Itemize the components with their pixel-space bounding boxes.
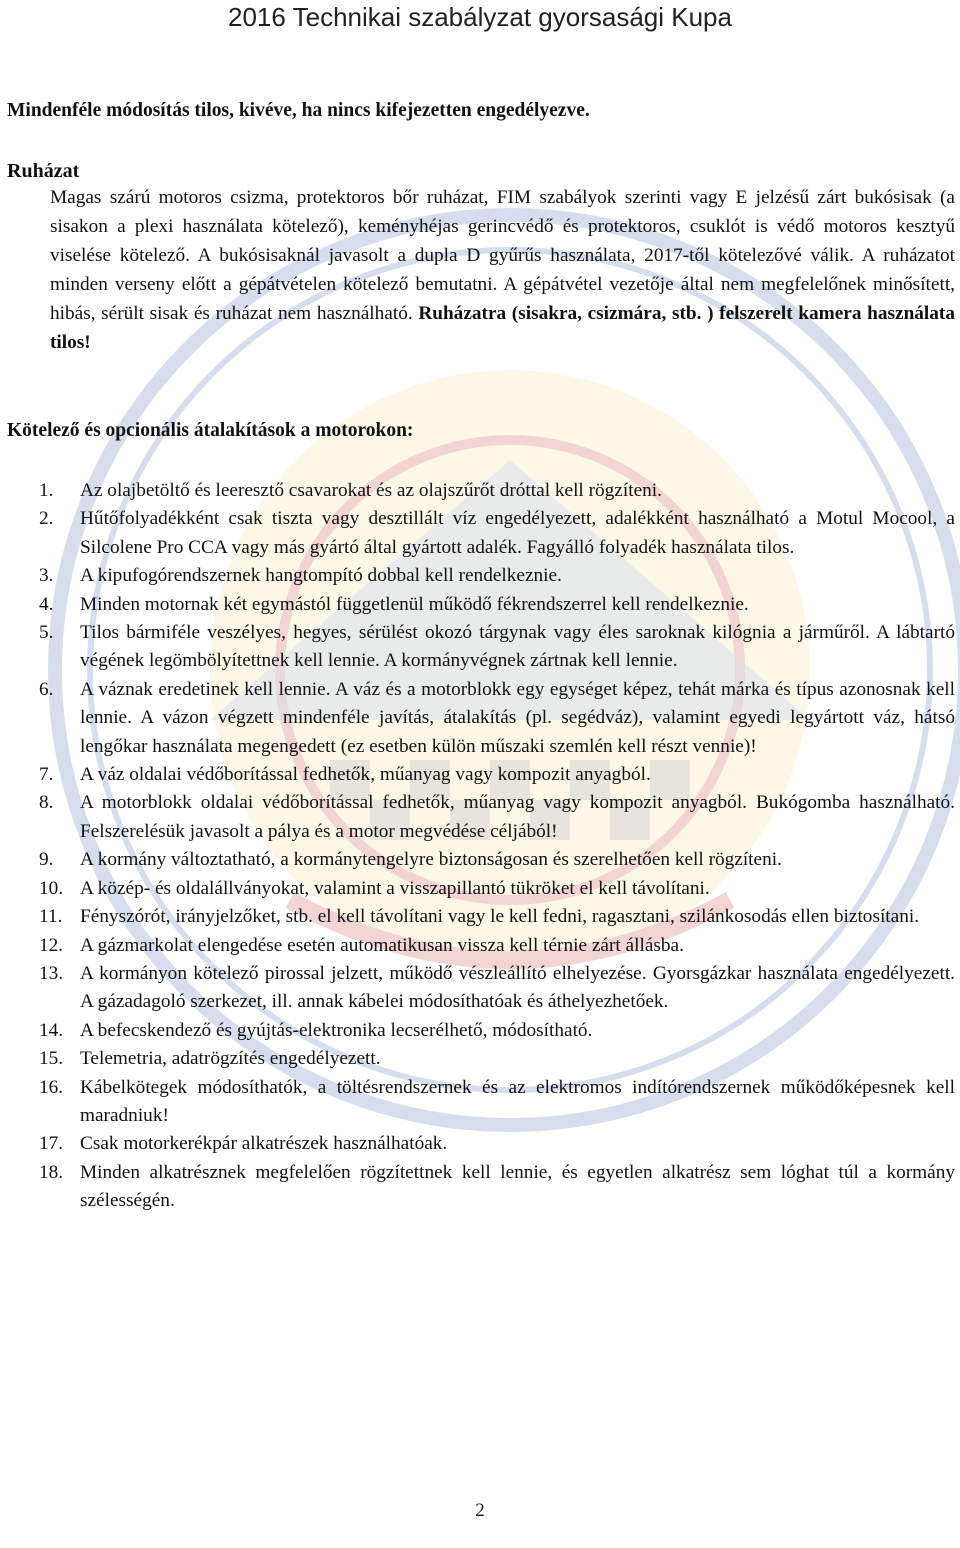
list-item-text: A befecskendező és gyújtás-elektronika lecserélhető, módosítható. <box>80 1019 593 1041</box>
list-item <box>0 619 960 676</box>
list-item-text: Fényszórót, irányjelzőket, stb. el kell távolítani vagy le kell fedni, ragasztani, szilánkosodás ellen biztosítani. <box>80 906 920 928</box>
list-item <box>0 562 960 590</box>
clothing-camera-warning: Ruházatra (sisakra, csizmára, stb. ) felszerelt kamera használata tilos! <box>50 303 955 353</box>
list-item <box>0 1017 960 1045</box>
list-item <box>0 477 960 505</box>
list-item-number: 16. <box>39 1076 64 1098</box>
list-item-number: 11. <box>39 906 63 928</box>
list-item <box>0 505 960 562</box>
list-item-text: Hűtőfolyadékként csak tiszta vagy desztillált víz engedélyezett, adalékként használható a Motul Mocool, a Silcolene Pro CCA vagy más gyártó által gyártott adalék. Fagyálló folyadék használata tilos. <box>80 508 955 558</box>
list-item-number: 12. <box>39 934 64 956</box>
list-item-text: Csak motorkerékpár alkatrészek használhatóak. <box>80 1133 448 1155</box>
list-item <box>0 875 960 903</box>
list-item-text: A motorblokk oldalai védőborítással fedhetők, műanyag vagy kompozit anyagból. Bukógomba használható. Felszerelésük javasolt a pálya és a motor megvédése céljából! <box>80 792 955 842</box>
list-item-text: Telemetria, adatrögzítés engedélyezett. <box>80 1048 381 1070</box>
list-item-number: 9. <box>39 849 54 871</box>
list-item-number: 18. <box>39 1161 64 1183</box>
list-item <box>0 960 960 1017</box>
list-item-text: A közép- és oldalállványokat, valamint a visszapillantó tükröket el kell távolítani. <box>80 877 710 899</box>
list-item-text: A váz oldalai védőborítással fedhetők, műanyag vagy kompozit anyagból. <box>80 764 651 786</box>
list-item-text: Kábelkötegek módosíthatók, a töltésrendszernek és az elektromos indítórendszernek működőképesnek kell maradniuk! <box>80 1076 955 1126</box>
list-item <box>0 932 960 960</box>
page-header-title: 2016 Technikai szabályzat gyorsasági Kupa <box>228 2 732 32</box>
list-item-text: A gázmarkolat elengedése esetén automatikusan vissza kell térnie zárt állásba. <box>80 934 684 956</box>
clothing-text: Magas szárú motoros csizma, protektoros bőr ruházat, FIM szabályok szerinti vagy E jelzésű zárt bukósisak (a sisakon a plexi használata kötelező), keményhéjas gerincvédő és protektoros, csuklót is védő motoros kesztyű viselése kötelező. A bukósisaknál javasolt a dupla D gyűrűs használata, 2017-től kötelezővé válik. A ruházatot minden verseny előtt a gépátvételen kötelező bemutatni. A gépátvétel vezetője által nem megfelelőnek minősített, hibás, sérült sisak és ruházat nem használható. <box>50 187 955 324</box>
list-item-number: 2. <box>39 508 54 530</box>
list-item-number: 8. <box>39 792 54 814</box>
list-item <box>0 1045 960 1073</box>
list-item <box>0 1074 960 1131</box>
list-item-number: 13. <box>39 962 64 984</box>
list-item-text: Az olajbetöltő és leeresztő csavarokat és az olajszűrőt dróttal kell rögzíteni. <box>80 480 662 501</box>
list-item <box>0 1130 960 1158</box>
clothing-paragraph <box>50 183 955 357</box>
modifications-list <box>0 477 960 1216</box>
list-item-text: A váznak eredetinek kell lennie. A váz és a motorblokk egy egységet képez, tehát márka és típus azonosnak kell lennie. A vázon végzett mindenféle javítás, átalakítás (pl. segédváz), valamint egyedi legyártott váz, hátsó lengőkar használata megengedett (ez esetben külön műszaki szemlén kell részt vennie)! <box>80 678 955 757</box>
page-number: 2 <box>475 1500 485 1521</box>
list-item <box>0 903 960 931</box>
list-item-text: Minden motornak két egymástól függetlenül működő fékrendszerrel kell rendelkeznie. <box>80 593 749 615</box>
list-item <box>0 591 960 619</box>
list-item-number: 1. <box>39 480 54 501</box>
list-item-number: 10. <box>39 877 64 899</box>
list-item <box>0 789 960 846</box>
list-item <box>0 676 960 761</box>
list-item-text: A kormány változtatható, a kormánytengelyre biztonságosan és szerelhetően kell rögzíteni. <box>80 849 782 871</box>
intro-statement: Mindenféle módosítás tilos, kivéve, ha nincs kifejezetten engedélyezve. <box>7 100 590 121</box>
list-item <box>0 1159 960 1216</box>
list-item-text: Tilos bármiféle veszélyes, hegyes, sérülést okozó tárgynak vagy éles saroknak kilógnia a járműről. A lábtartó végének legömbölyítettnek kell lennie. A kormányvégnek zártnak kell lennie. <box>80 622 955 672</box>
list-item-text: Minden alkatrésznek megfelelően rögzítettnek kell lennie, és egyetlen alkatrész sem lóghat túl a kormány szélességén. <box>80 1161 955 1212</box>
list-item-number: 5. <box>39 622 54 644</box>
list-item-number: 15. <box>39 1048 64 1070</box>
list-item <box>0 761 960 789</box>
list-item-number: 14. <box>39 1019 64 1041</box>
list-item <box>0 846 960 874</box>
list-item-number: 6. <box>39 678 54 700</box>
list-item-text: A kormányon kötelező pirossal jelzett, működő vészleállító elhelyezése. Gyorsgázkar használata engedélyezett. A gázadagoló szerkezet, ill. annak kábelei módosíthatóak és áthelyezhetőek. <box>80 962 955 1013</box>
list-item-number: 17. <box>39 1133 64 1155</box>
list-item-number: 3. <box>39 565 54 587</box>
modifications-section-title: Kötelező és opcionális átalakítások a motorokon: <box>7 420 414 441</box>
list-item-number: 4. <box>39 593 54 615</box>
list-item-number: 7. <box>39 764 54 786</box>
clothing-section-title: Ruházat <box>7 160 80 182</box>
list-item-text: A kipufogórendszernek hangtompító dobbal kell rendelkeznie. <box>80 565 562 587</box>
